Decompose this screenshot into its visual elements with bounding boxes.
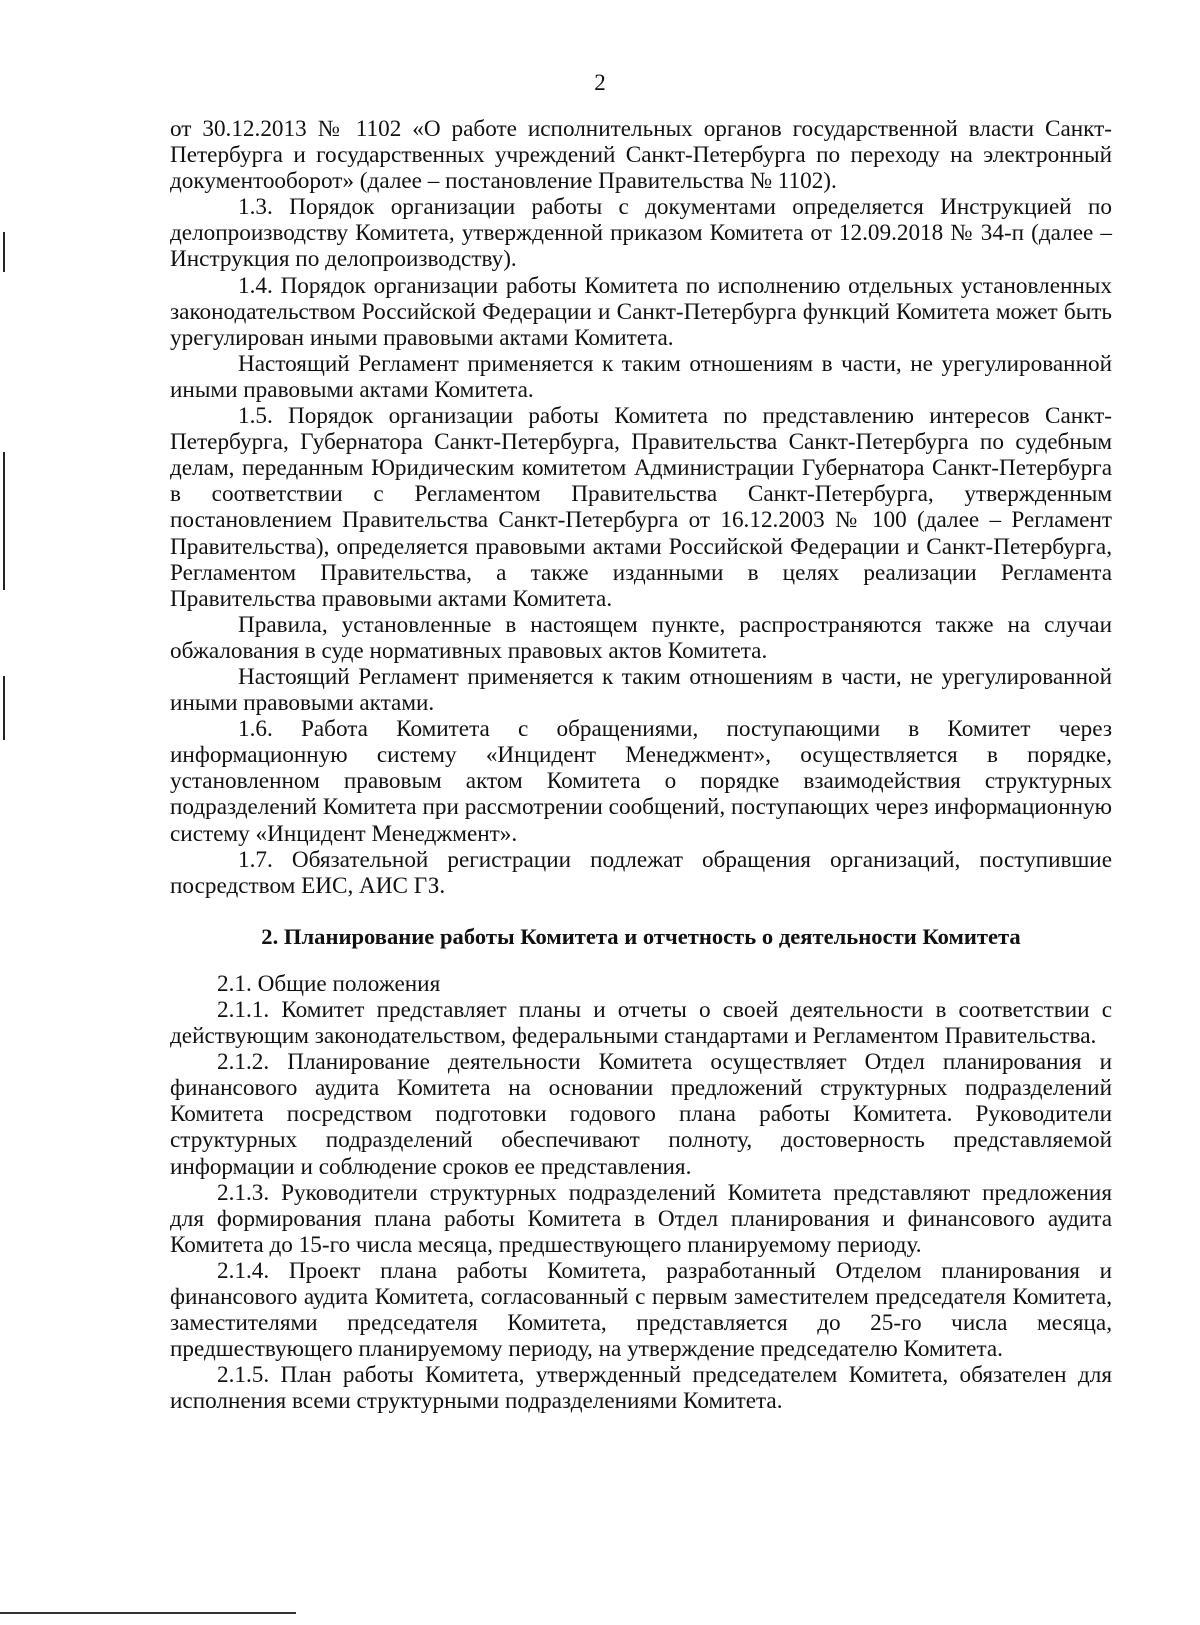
scan-bottom-rule — [0, 1612, 296, 1614]
paragraph: 1.7. Обязательной регистрации подлежат обращения организаций, поступившие посредством ЕИС, АИС ГЗ. — [170, 846, 1112, 899]
section-heading: 2. Планирование работы Комитета и отчетность о деятельности Комитета — [261, 923, 1021, 949]
scan-margin-mark — [3, 232, 5, 272]
document-body — [170, 116, 1112, 1415]
page-number: 2 — [594, 70, 606, 95]
paragraph: 1.5. Порядок организации работы Комитета по представлению интересов Санкт-Петербурга, Губернатора Санкт-Петербурга, Правительства Санкт-Петербурга по судебным делам, переданным Юридическим комитетом Администрации Губернатора Санкт-Петербурга в соответствии с Регламентом Правительства Санкт-Петербурга, утвержденным постановлением Правительства Санкт-Петербурга от 16.12.2003 № 100 (далее – Регламент Правительства), определяется правовыми актами Российской Федерации и Санкт-Петербурга, Регламентом Правительства, а также изданными в целях реализации Регламента Правительства правовыми актами Комитета. — [170, 403, 1112, 612]
paragraph: Настоящий Регламент применяется к таким отношениям в части, не урегулированной иными правовыми актами. — [170, 663, 1112, 717]
paragraph: Настоящий Регламент применяется к таким отношениям в части, не урегулированной иными правовыми актами Комитета. — [170, 350, 1112, 403]
paragraph: от 30.12.2013 № 1102 «О работе исполнительных органов государственной власти Санкт-Петербурга и государственных учреждений Санкт-Петербурга по переходу на электронный документооборот» (далее – постановление Правительства № 1102). — [170, 116, 1112, 195]
paragraph: 2.1.1. Комитет представляет планы и отчеты о своей деятельности в соответствии с действующим законодательством, федеральными стандартами и Регламентом Правительства. — [170, 997, 1112, 1050]
paragraph: 2.1. Общие положения — [217, 970, 441, 997]
scan-margin-mark — [3, 452, 5, 590]
paragraph: 1.4. Порядок организации работы Комитета по исполнению отдельных установленных законодательством Российской Федерации и Санкт-Петербурга функций Комитета может быть урегулирован иными правовыми актами Комитета. — [170, 272, 1112, 351]
paragraph: 1.3. Порядок организации работы с документами определяется Инструкцией по делопроизводству Комитета, утвержденной приказом Комитета от 12.09.2018 № 34-п (далее – Инструкция по делопроизводству). — [170, 194, 1112, 273]
paragraph: 1.6. Работа Комитета с обращениями, поступающими в Комитет через информационную систему «Инцидент Менеджмент», осуществляется в порядке, установленном правовым актом Комитета о порядке взаимодействия структурных подразделений Комитета при рассмотрении сообщений, поступающих через информационную систему «Инцидент Менеджмент». — [170, 716, 1112, 847]
paragraph: 2.1.4. Проект плана работы Комитета, разработанный Отделом планирования и финансового аудита Комитета, согласованный с первым заместителем председателя Комитета, заместителями председателя Комитета, представляется до 25-го числа месяца, предшествующего планируемому периоду, на утверждение председателю Комитета. — [170, 1257, 1112, 1363]
paragraph: 2.1.3. Руководители структурных подразделений Комитета представляют предложения для формирования плана работы Комитета в Отдел планирования и финансового аудита Комитета до 15-го числа месяца, предшествующего планируемому периоду. — [170, 1179, 1112, 1258]
paragraph: 2.1.5. План работы Комитета, утвержденный председателем Комитета, обязателен для исполнения всеми структурными подразделениями Комитета. — [170, 1362, 1112, 1415]
scan-margin-mark — [3, 676, 5, 740]
paragraph: 2.1.2. Планирование деятельности Комитета осуществляет Отдел планирования и финансового аудита Комитета на основании предложений структурных подразделений Комитета посредством подготовки годового плана работы Комитета. Руководители структурных подразделений обеспечивают полноту, достоверность представляемой информации и соблюдение сроков ее представления. — [170, 1049, 1112, 1180]
paragraph: Правила, установленные в настоящем пункте, распространяются также на случаи обжалования в суде нормативных правовых актов Комитета. — [170, 611, 1112, 664]
